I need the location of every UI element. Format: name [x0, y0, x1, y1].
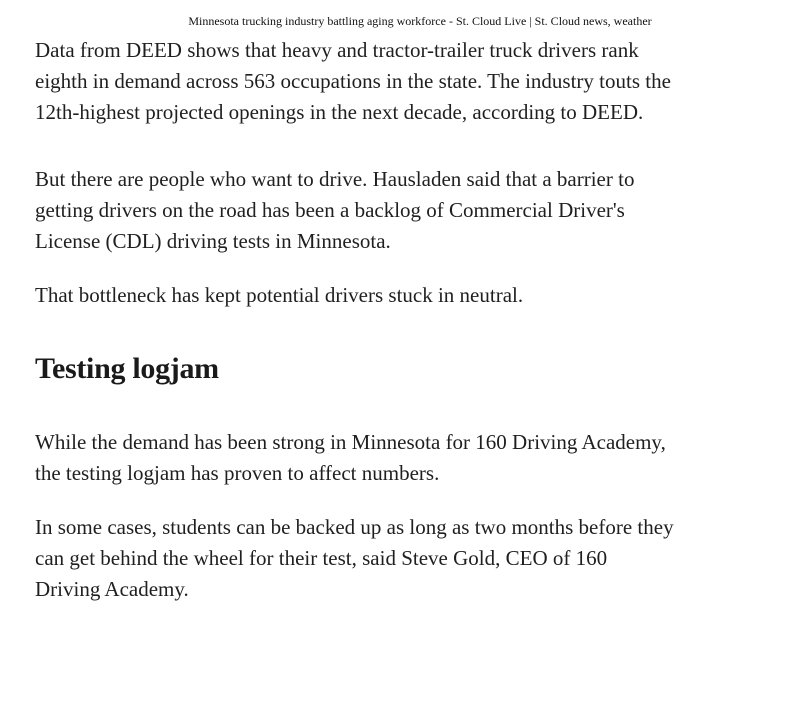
article-paragraph: But there are people who want to drive. Hausladen said that a barrier to getting drivers on the road has been a backlog of Commercial Driver's License (CDL) driving tests in Minnesota.	[35, 167, 635, 253]
section-heading: Testing logjam	[35, 352, 219, 385]
article-paragraph: That bottleneck has kept potential drivers stuck in neutral.	[35, 283, 524, 307]
article-paragraph: In some cases, students can be backed up as long as two months before they can get behind the wheel for their test, said Steve Gold, CEO of 160 Driving Academy.	[35, 515, 674, 601]
article-paragraph: Data from DEED shows that heavy and tractor-trailer truck drivers rank eighth in demand across 563 occupations in the state. The industry touts the 12th-highest projected openings in the next decade, according to DEED.	[35, 38, 671, 124]
article-body	[35, 35, 675, 605]
article-paragraph: While the demand has been strong in Minnesota for 160 Driving Academy, the testing logjam has proven to affect numbers.	[35, 430, 666, 485]
page-header-title: Minnesota trucking industry battling aging workforce - St. Cloud Live | St. Cloud news, weather	[188, 14, 652, 28]
